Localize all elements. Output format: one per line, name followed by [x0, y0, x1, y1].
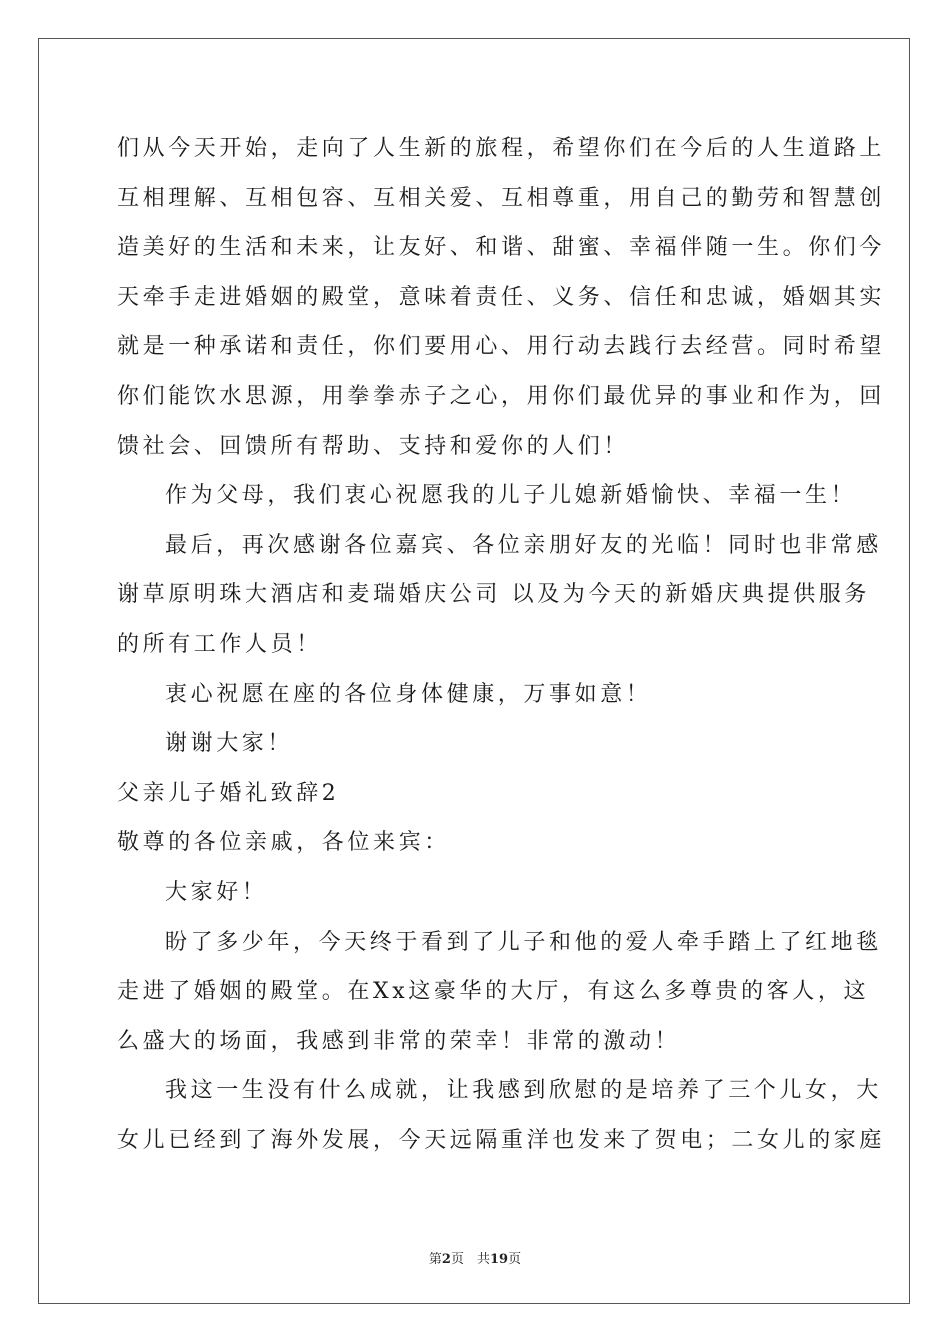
salutation: 敬尊的各位亲戚，各位来宾：: [117, 830, 450, 856]
text-line: 互相理解、互相包容、互相关爱、互相尊重，用自己的勤劳和智慧创: [117, 185, 886, 211]
text-line: 女儿已经到了海外发展，今天远隔重洋也发来了贺电；二女儿的家庭: [117, 1127, 886, 1153]
text-line: 作为父母，我们衷心祝愿我的儿子儿媳新婚愉快、幸福一生！: [165, 483, 857, 509]
text-line: 最后，再次感谢各位嘉宾、各位亲朋好友的光临！同时也非常感: [165, 532, 882, 558]
text-line: 天牵手走进婚姻的殿堂，意味着责任、义务、信任和忠诚，婚姻其实: [117, 284, 886, 310]
text-line: 的所有工作人员！: [117, 631, 322, 657]
page-mid: 页 共: [450, 1252, 490, 1267]
text-line: 盼了多少年，今天终于看到了儿子和他的爱人牵手踏上了红地毯: [165, 929, 882, 955]
text-line: 造美好的生活和未来，让友好、和谐、甜蜜、幸福伴随一生。你们今: [117, 235, 886, 261]
page-prefix: 第: [428, 1252, 442, 1267]
section-title: 父亲儿子婚礼致辞2: [117, 780, 340, 806]
text-line: 衷心祝愿在座的各位身体健康，万事如意！: [165, 681, 652, 707]
page-suffix: 页: [508, 1252, 522, 1267]
text-line: 谢草原明珠大酒店和麦瑞婚庆公司 以及为今天的新婚庆典提供服务: [117, 582, 870, 608]
text-line: 走进了婚姻的殿堂。在Xx这豪华的大厅，有这么多尊贵的客人，这: [117, 979, 870, 1005]
text-line: 么盛大的场面，我感到非常的荣幸！非常的激动！: [117, 1028, 681, 1054]
text-line: 我这一生没有什么成就，让我感到欣慰的是培养了三个儿女，大: [165, 1078, 882, 1104]
page-footer: [0, 1248, 950, 1267]
text-line: 就是一种承诺和责任，你们要用心、用行动去践行去经营。同时希望: [117, 334, 886, 360]
document-body: [117, 124, 886, 1165]
text-line: 馈社会、回馈所有帮助、支持和爱你的人们！: [117, 433, 630, 459]
text-line: 们从今天开始，走向了人生新的旅程，希望你们在今后的人生道路上: [117, 136, 886, 161]
text-line: 谢谢大家！: [165, 731, 294, 757]
page-total: 19: [489, 1252, 509, 1267]
page-current: 2: [441, 1252, 451, 1267]
text-line: 你们能饮水思源，用拳拳赤子之心，用你们最优异的事业和作为，回: [117, 383, 886, 409]
text-line: 大家好！: [165, 879, 268, 905]
